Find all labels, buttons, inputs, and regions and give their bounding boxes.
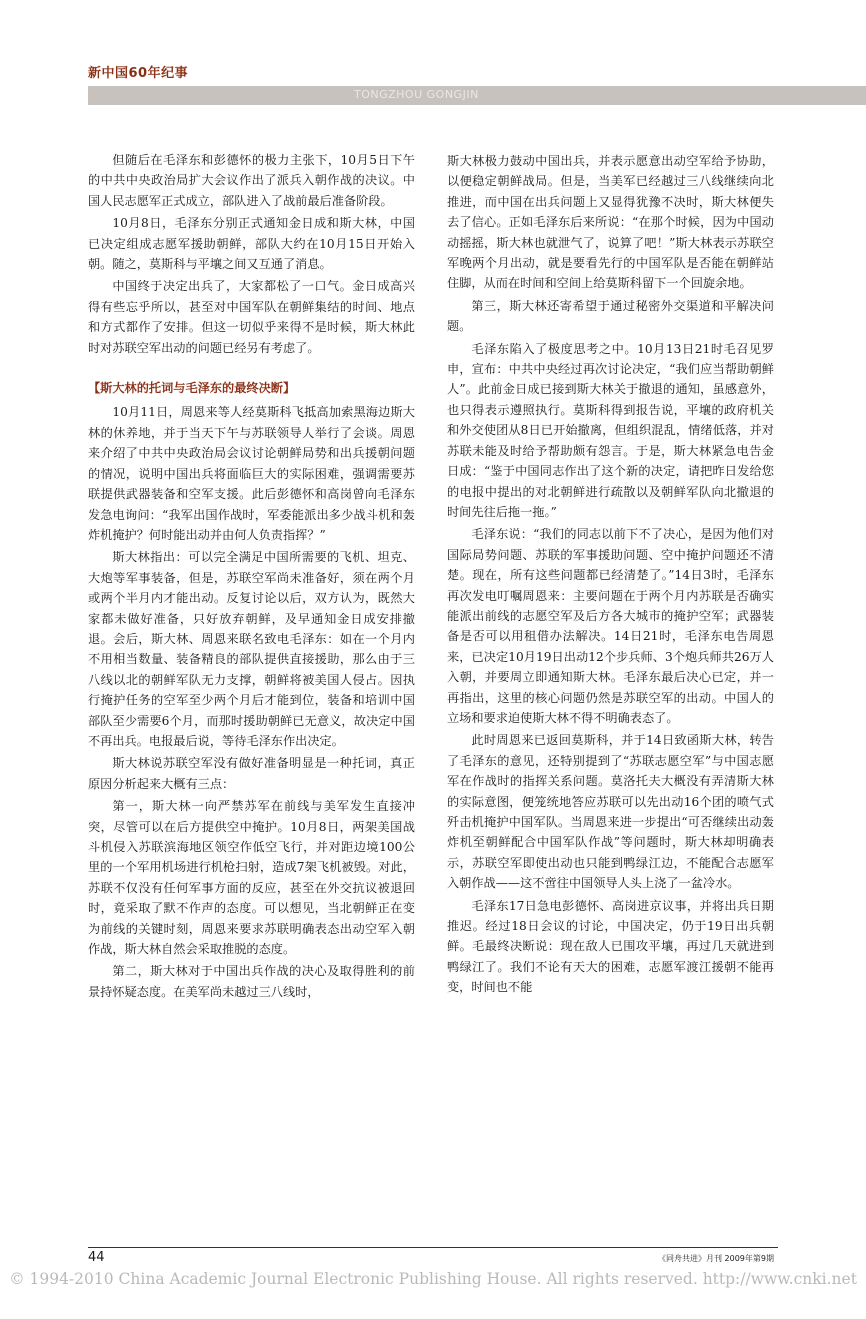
copyright-watermark: © 1994-2010 China Academic Journal Electronic Publishing House. All rights reserved. http://www.cnki.net [9, 1270, 857, 1288]
section-heading: 【斯大林的托词与毛泽东的最终决断】 [88, 381, 296, 396]
paragraph: 10月11日，周恩来等人经莫斯科飞抵高加索黑海边斯大林的休养地，并于当天下午与苏联领导人举行了会谈。周恩来介绍了中共中央政治局会议讨论朝鲜局势和出兵援朝问题的情况，说明中国出兵将面临巨大的实际困难，强调需要苏联提供武器装备和空军支援。此后彭德怀和高岗曾向毛泽东发急电询问：“我军出国作战时，军委能派出多少战斗机和轰炸机掩护？何时能出动并由何人负责指挥？” [88, 405, 415, 542]
paragraph: 毛泽东说：“我们的同志以前下不了决心，是因为他们对国际局势问题、苏联的军事援助问题、空中掩护问题还不清楚。现在，所有这些问题都已经清楚了。”14日3时，毛泽东再次发电叮嘱周恩来：主要问题在于两个月内苏联是否确实能派出前线的志愿空军及后方各大城市的掩护空军；武器装备是否可以用租借办法解决。14日21时，毛泽东电告周恩来，已决定10月19日出动12个步兵师、3个炮兵师共26万人入朝，并要周立即通知斯大林。毛泽东最后决心已定，并一再指出，这里的核心问题仍然是苏联空军的出动。中国人的立场和要求迫使斯大林不得不明确表态了。 [447, 527, 774, 725]
right-column [447, 151, 774, 1000]
header-band [88, 86, 866, 105]
header-band-text: TONGZHOU GONGJIN [354, 88, 479, 101]
paragraph: 毛泽东17日急电彭德怀、高岗进京议事，并将出兵日期推迟。经过18日会议的讨论，中国决定，仍于19日出兵朝鲜。毛最终决断说：现在敌人已围攻平壤，再过几天就进到鸭绿江了。我们不论有天大的困难，志愿军渡江援朝不能再变，时间也不能 [447, 898, 774, 995]
paragraph: 但随后在毛泽东和彭德怀的极力主张下，10月5日下午的中共中央政治局扩大会议作出了派兵入朝作战的决议。中国人民志愿军正式成立，部队进入了战前最后准备阶段。 [88, 153, 415, 208]
footer-divider [88, 1247, 778, 1248]
paragraph: 第三，斯大林还寄希望于通过秘密外交渠道和平解决问题。 [447, 298, 774, 334]
journal-info: 《同舟共进》月刊 2009年第9期 [658, 1254, 774, 1263]
paragraph: 第一，斯大林一向严禁苏军在前线与美军发生直接冲突，尽管可以在后方提供空中掩护。10月8日，两架美国战斗机侵入苏联滨海地区领空作低空飞行，并对距边境100公里的一个军用机场进行机枪扫射，造成7架飞机被毁。对此，苏联不仅没有任何军事方面的反应，甚至在外交抗议被退回时，竟采取了默不作声的态度。可以想见，当北朝鲜正在变为前线的关键时刻，周恩来要求苏联明确表态出动空军入朝作战，斯大林自然会采取推脱的态度。 [88, 799, 415, 957]
paragraph: 此时周恩来已返回莫斯科，并于14日致函斯大林，转告了毛泽东的意见，还特别提到了“苏联志愿空军”与中国志愿军在作战时的指挥关系问题。莫洛托夫大概没有弄清斯大林的实际意图，便笼统地答应苏联可以先出动16个团的喷气式歼击机掩护中国军队。当周恩来进一步提出“可否继续出动轰炸机至朝鲜配合中国军队作战”等问题时，斯大林却明确表示，苏联空军即使出动也只能到鸭绿江边，不能配合志愿军入朝作战——这不啻往中国领导人头上浇了一盆冷水。 [447, 733, 774, 891]
paragraph: 第二，斯大林对于中国出兵作战的决心及取得胜利的前景持怀疑态度。在美军尚未越过三八线时， [88, 964, 415, 999]
paragraph: 中国终于决定出兵了，大家都松了一口气。金日成高兴得有些忘乎所以，甚至对中国军队在朝鲜集结的时间、地点和方式都作了安排。但这一切似乎来得不是时候，斯大林此时对苏联空军出动的问题已经另有考虑了。 [88, 279, 415, 355]
page-number: 44 [88, 1250, 105, 1265]
paragraph: 10月8日，毛泽东分别正式通知金日成和斯大林，中国已决定组成志愿军援助朝鲜，部队大约在10月15日开始入朝。随之，莫斯科与平壤之间又互通了消息。 [88, 216, 415, 272]
paragraph: 毛泽东陷入了极度思考之中。10月13日21时毛召见罗申，宣布：中共中央经过再次讨论决定，“我们应当帮助朝鲜人”。此前金日成已接到斯大林关于撤退的通知，虽感意外，也只得表示遵照执行。莫斯科得到报告说，平壤的政府机关和外交使团从8日已开始撤离，但组织混乱，情绪低落，并对苏联未能及时给予帮助颇有怨言。于是，斯大林紧急电告金日成：“鉴于中国同志作出了这个新的决定，请把昨日发给您的电报中提出的对北朝鲜进行疏散以及朝鲜军队向北撤退的时间先往后拖一拖。” [447, 341, 774, 519]
continued-paragraph: 斯大林极力鼓动中国出兵，并表示愿意出动空军给予协助，以便稳定朝鲜战局。但是，当美军已经越过三八线继续向北推进，而中国在出兵问题上又显得犹豫不决时，斯大林便失去了信心。正如毛泽东后来所说：“在那个时候，因为中国动动摇摇，斯大林也就泄气了，说算了吧！”斯大林表示苏联空军晚两个月出动，就是要看先行的中国军队是否能在朝鲜站住脚，从而在时间和空间上给莫斯科留下一个回旋余地。 [447, 154, 774, 291]
section-title: 新中国60年纪事 [88, 66, 189, 81]
left-column [88, 150, 415, 1004]
paragraph: 斯大林说苏联空军没有做好准备明显是一种托词，真正原因分析起来大概有三点： [88, 756, 415, 791]
paragraph: 斯大林指出：可以完全满足中国所需要的飞机、坦克、大炮等军事装备，但是，苏联空军尚未准备好，须在两个月或两个半月内才能出动。反复讨论以后，双方认为，既然大家都未做好准备，只好放弃朝鲜，及早通知金日成安排撤退。会后，斯大林、周恩来联名致电毛泽东：如在一个月内不用相当数量、装备精良的部队提供直接援助，那么由于三八线以北的朝鲜军队无力支撑，朝鲜将被美国人侵占。因执行掩护任务的空军至少两个月后才能到位，装备和培训中国部队至少需要6个月，而那时援助朝鲜已无意义，故决定中国不再出兵。电报最后说，等待毛泽东作出决定。 [88, 550, 415, 748]
